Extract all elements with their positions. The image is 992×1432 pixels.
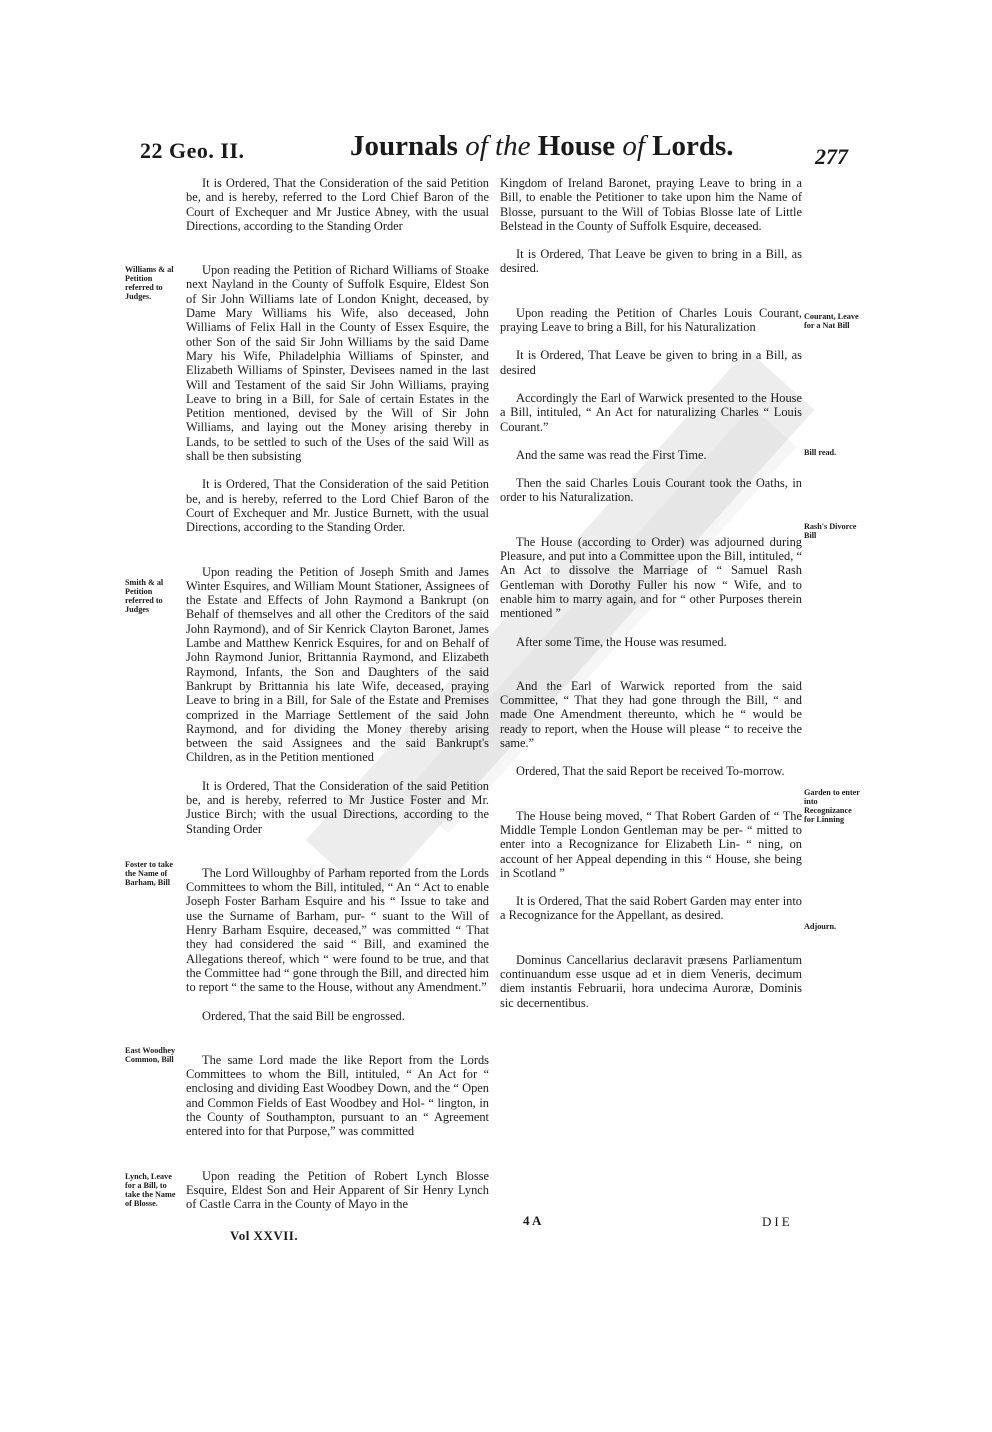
paragraph: It is Ordered, That Leave be given to bring in a Bill, as desired [500,348,802,377]
paragraph: Then the said Charles Louis Courant took the Oaths, in order to his Naturalization. [500,476,802,505]
paragraph: It is Ordered, That Leave be given to bring in a Bill, as desired. [500,247,802,276]
paragraph: And the same was read the First Time. [516,447,707,462]
page-number: 277 [815,144,848,169]
paragraph: Upon reading the Petition of Robert Lynch Blosse Esquire, Eldest Son and Heir Apparent of Sir Henry Lynch of Castle Carra in the County of Mayo in the [186,1168,489,1212]
header-title: Journals of the House of Lords. [350,130,734,162]
paragraph: Upon reading the Petition of Charles Louis Courant, praying Leave to bring a Bill, for his Naturalization [500,305,802,335]
paragraph: Upon reading the Petition of Joseph Smith and James Winter Esquires, and William Mount Stationer, Assignees of the Estate and Effects of John Raymond a Bankrupt (on Behalf of themselves and all other the Creditors of the said John Raymond), and of Sir Kenrick Clayton Baronet, James Lambe and Matthew Kenrick Esquires, for and on Behalf of John Raymond Junior, Brittannia Raymond, and Elizabeth Raymond, Infants, the Son and Daughters of the said Bankrupt by Brittannia his late Wife, deceased, praying Leave to bring in a Bill, for Sale of the Estate and Premises comprized in the Marriage Settlement of the said John Raymond, and for dividing the Money thereby arising between the said Assignees and the said Bankrupt's Children, as in the Petition mentioned [186,564,489,765]
paragraph: The House being moved, “ That Robert Garden of “ The Middle Temple London Gentleman may be per- “ mitted to enter into a Recognizance for Elizabeth Lin- “ ning, on account of her Appeal depending in this “ House, she being in Scotland ” [500,808,802,880]
margin-note-bill-read: Bill read. [804,448,837,457]
paragraph: It is Ordered, That the said Robert Garden may enter into a Recognizance for the Appellant, as desired. [500,894,802,923]
paragraph: Ordered, That the said Report be received To-morrow. [516,764,785,779]
paragraph: Upon reading the Petition of Richard Williams of Stoake next Nayland in the County of Suffolk Esquire, Eldest Son of Sir John Williams late of London Knight, deceased, by Dame Mary Williams his Wife, also deceased, John Williams of Felix Hall in the County of Essex Esquire, the other Son of the said Sir John Williams by the said Dame Mary his Wife, Philadelphia Williams of Spinster, and Elizabeth Williams of Spinster, Devisees named in the last Will and Testament of the said Sir John Williams, praying Leave to bring in a Bill, for Sale of certain Estates in the Petition mentioned, devised by the Will of Sir John Williams, and laying out the Money arising thereby in Lands, to be settled to such of the Uses of the said Will as shall be then subsisting [186,263,489,464]
margin-note-courant: Courant, Leave for a Nat Bill [804,312,859,330]
paragraph: And the Earl of Warwick reported from the said Committee, “ That they had gone through the Bill, “ and made One Amendment thereunto, which he “ would be ready to report, when the House will please “ to receive the same.” [500,678,802,751]
paragraph: The same Lord made the like Report from the Lords Committees to whom the Bill, intituled, “ An Act for “ enclosing and dividing East Woodbey Down, and the “ Open and Common Fields of East Woodbey and Hol- “ lington, in the County of Southampton, pursuant to an “ Agreement entered into for that Purpose,” was committed [186,1052,489,1139]
left-column [186,176,489,1212]
paragraph: It is Ordered, That the Consideration of the said Petition be, and is hereby, referred to the Lord Chief Baron of the Court of Exchequer and Mr. Justice Burnett, with the usual Directions, according to the Standing Order. [186,477,489,535]
paragraph: The House (according to Order) was adjourned during Pleasure, and put into a Committee upon the Bill, intituled, “ An Act to dissolve the Marriage of “ Samuel Rash Gentleman with Dorothy Fuller his now “ Wife, and to enable him to marry again, and for “ other Purposes therein mentioned ” [500,534,802,621]
paragraph: The Lord Willoughby of Parham reported from the Lords Committees to whom the Bill, intituled, “ An “ Act to enable Joseph Foster Barham Esquire and his “ Issue to take and use the Surname of Barham, pur- “ suant to the Will of Henry Barham Esquire, deceased,” was committed “ That they had considered the said “ Bill, and examined the Allegations thereof, which “ were found to be true, and that the Committee had “ gone through the Bill, and directed him to report “ the same to the House, without any Amendment.” [186,865,489,995]
margin-note-foster: Foster to take the Name of Barham, Bill [125,860,174,887]
right-column [500,176,802,1010]
footer-volume: Vol XXVII. [230,1228,299,1243]
margin-note-rash: Rash's Divorce Bill [804,522,857,540]
margin-note-williams: Williams & al Petition referred to Judges. [125,265,174,301]
margin-note-east-woodhey: East Woodhey Common, Bill [125,1046,176,1064]
margin-note-adjourn: Adjourn. [804,922,837,931]
paragraph: After some Time, the House was resumed. [516,634,727,649]
paragraph: Ordered, That the said Bill be engrossed. [202,1008,405,1023]
paragraph: Dominus Cancellarius declaravit præsens Parliamentum continuandum esse usque ad et in diem Veneris, decimum diem instantis Februarii, hora undecima Auroræ, Dominis sic decernentibus. [500,952,802,1010]
margin-note-garden: Garden to enter into Recognizance for Linning [804,788,860,824]
footer-catchword: DIE [762,1214,793,1229]
paragraph: Accordingly the Earl of Warwick presented to the House a Bill, intituled, “ An Act for naturalizing Charles “ Louis Courant.” [500,390,802,434]
paragraph: Kingdom of Ireland Baronet, praying Leave to bring in a Bill, to enable the Petitioner to take upon him the Name of Blosse, pursuant to the Will of Tobias Blosse late of Little Belstead in the County of Suffolk Esquire, deceased. [500,176,802,233]
paragraph: It is Ordered, That the Consideration of the said Petition be, and is hereby, referred to the Lord Chief Baron of the Court of Exchequer and Mr Justice Abney, with the usual Directions, according to the Standing Order [186,176,489,233]
margin-note-lynch: Lynch, Leave for a Bill, to take the Name of Blosse. [125,1172,176,1208]
paragraph: It is Ordered, That the Consideration of the said Petition be, and is hereby, referred to Mr Justice Foster and Mr. Justice Birch; with the usual Directions, according to the Standing Order [186,778,489,836]
header-regnal-year: 22 Geo. II. [140,138,245,163]
margin-note-smith: Smith & al Petition referred to Judges [125,578,164,614]
footer-signature: 4 A [523,1213,542,1228]
